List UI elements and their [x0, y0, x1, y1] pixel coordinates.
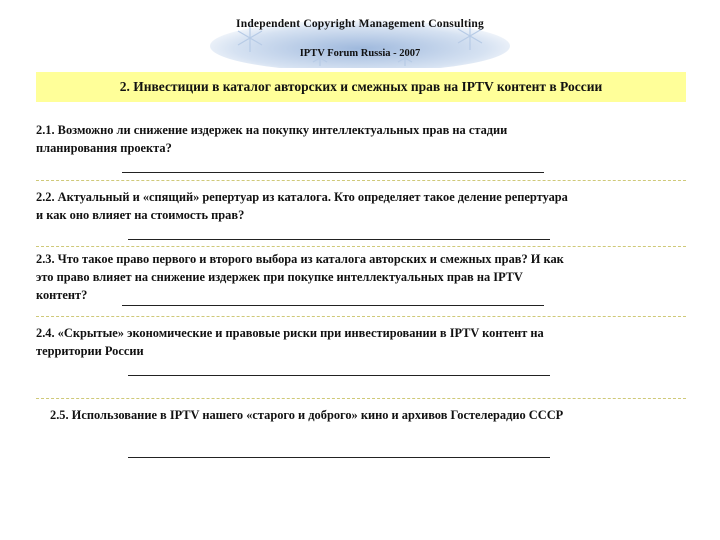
separator: [36, 398, 686, 399]
section-title-bar: [36, 72, 686, 102]
question-text-line: территории России: [36, 344, 144, 358]
question-2-2: [36, 188, 666, 224]
separator: [36, 180, 686, 181]
question-text-line: 2.1. Возможно ли снижение издержек на покупку интеллектуальных прав на стадии: [36, 123, 508, 137]
answer-line: [128, 457, 550, 458]
question-text-line: и как оно влияет на стоимость прав?: [36, 208, 245, 222]
forum-name: IPTV Forum Russia - 2007: [299, 48, 421, 59]
question-text-line: 2.2. Актуальный и «спящий» репертуар из каталога. Кто определяет такое деление репертуара: [36, 190, 568, 204]
answer-line: [122, 305, 544, 306]
company-name: Independent Copyright Management Consulting: [236, 18, 484, 30]
question-text-line: это право влияет на снижение издержек при покупке интеллектуальных прав на IPTV: [36, 270, 523, 284]
question-2-3: [36, 250, 666, 304]
answer-line: [122, 172, 544, 173]
question-text-line: 2.4. «Скрытые» экономические и правовые риски при инвестировании в IPTV контент на: [36, 326, 544, 340]
question-text-line: планирования проекта?: [36, 141, 172, 155]
question-text-line: контент?: [36, 288, 88, 302]
answer-line: [128, 239, 550, 240]
header-banner: [210, 6, 510, 68]
separator: [36, 316, 686, 317]
separator: [36, 246, 686, 247]
section-title: 2. Инвестиции в каталог авторских и смежных прав на IPTV контент в России: [119, 79, 603, 94]
question-text-line: 2.5. Использование в IPTV нашего «старого и доброго» кино и архивов Гостелерадио СССР: [50, 408, 564, 422]
question-2-5: [50, 406, 665, 424]
question-2-4: [36, 324, 666, 360]
question-2-1: [36, 121, 666, 157]
answer-line: [128, 375, 550, 376]
question-text-line: 2.3. Что такое право первого и второго выбора из каталога авторских и смежных прав? И как: [36, 252, 564, 266]
